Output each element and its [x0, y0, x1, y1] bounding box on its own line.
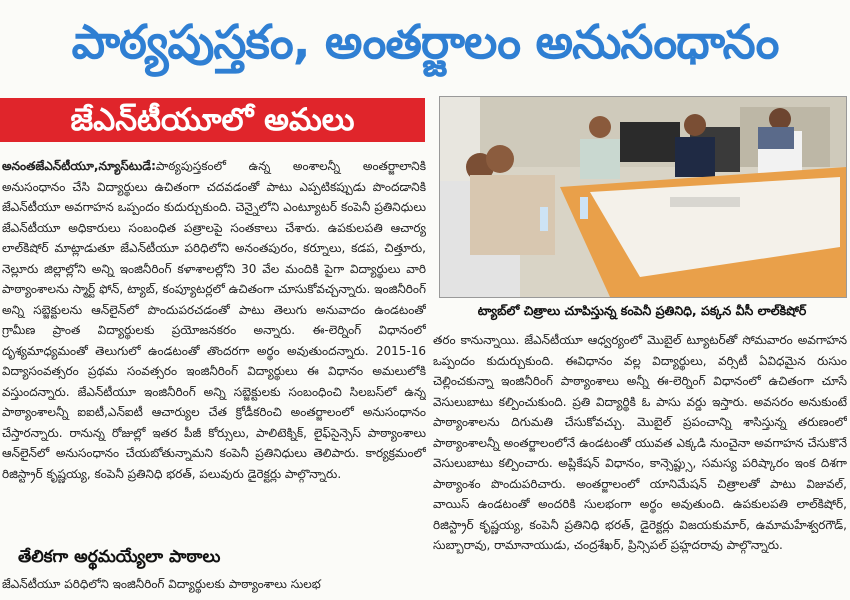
- article-column-left: [2, 156, 426, 543]
- meeting-photo-illustration: [440, 97, 846, 297]
- article-paragraph-bottom: జేఎన్‌టీయూ పరిధిలోని ఇంజినీరింగ్‌ విద్యార్థులకు పాఠ్యాంశాలు సులభ: [2, 577, 321, 591]
- headline: పాఠ్యపుస్తకం, అంతర్జాలం అనుసంధానం: [71, 15, 779, 70]
- article-paragraph: [2, 156, 426, 484]
- section-band: జేఎన్‌టీయూలో అమలు: [0, 98, 425, 142]
- dateline: అనంతజేఎన్‌టీయూ,న్యూస్‌టుడే:: [2, 159, 156, 173]
- news-photo: [439, 96, 847, 298]
- article-column-right: [433, 330, 847, 595]
- article-body: పాఠ్యపుస్తకంలో ఉన్న అంశాలన్నీ అంతర్జాలానికి అనుసంధానం చేసి విద్యార్థులు ఉచితంగా చదవడంతో పాటు ఎప్పటికప్పుడు పొందడానికి జేఎన్‌టీయూ అవగాహన ఒప్పందం కుదుర్చుకుంది. చెన్నైలోని ఎంట్యూటర్‌ కంపెనీ ప్రతినిధులు జేఎన్‌టీయూ అధికారులు సంబంధిత పత్రాలపై సంతకాలు చేశారు. ఉపకులపతి ఆచార్య లాల్‌కిషోర్‌ మాట్లాడుతూ జేఎన్‌టీయూ పరిధిలోని అనంతపురం, కర్నూలు, కడప, చిత్తూరు, నెల్లూరు జిల్లాల్లోని అన్ని ఇంజినీరింగ్‌ కళాశాలల్లోని 30 వేల మందికి పైగా విద్యార్థులు వారి పాఠ్యాంశాలను స్మార్ట్‌ ఫోన్‌, ట్యాబ్‌, కంప్యూటర్లలో ఉచితంగా చూసుకోవచ్చన్నారు. ఇంజినీరింగ్‌ అన్ని సబ్జెక్టులను ఆన్‌లైన్‌లో పొందుపరచడంతో పాటు తెలుగు అనువాదం ఉండటంతో గ్రామీణ ప్రాంత విద్యార్థులకు ప్రయోజనకరం అన్నారు. ఈ-లెర్నింగ్‌ విధానంలో దృశ్యమాధ్యమంతో తెలుగులో ఉండటంతో తొందరగా అర్థం అవుతుందన్నారు. 2015-16 విద్యాసంవత్సరం ప్రథమ సంవత్సరం ఇంజినీరింగ్‌ విద్యార్థులు ఈ విధానం అమలులోకి వస్తుందన్నారు. జేఎన్‌టీయూ ఇంజినీరింగ్‌ అన్ని సబ్జెక్టులకు సంబంధించి సిలబస్‌లో ఉన్న పాఠ్యాంశాలన్నీ ఐఐటీ,ఎన్‌ఐటీ ఆచార్యుల చేత క్రోడీకరించి అంతర్జాలంలో అనుసంధానం చేస్తారన్నారు. రానున్న రోజుల్లో ఇతర పీజీ కోర్సులు, పాలిటెక్నిక్‌, లైఫ్‌సైన్సెస్‌ పాఠ్యాంశాలు ఆన్‌లైన్‌లో అనుసంధానం చేయబోతున్నామని కంపెనీ ప్రతినిధులు తెలిపారు. కార్యక్రమంలో రిజిస్ట్రార్‌ కృష్ణయ్య, కంపెనీ ప్రతినిధి భరత్‌, పలువురు డైరెక్టర్లు పాల్గొన్నారు.: [2, 159, 426, 481]
- article-paragraph-continued: తరం కానున్నాయి. జేఎన్‌టీయూ ఆధ్వర్యంలో మొబైల్‌ ట్యూటర్‌తో సోమవారం అవగాహన ఒప్పందం కుదుర్చుకుంది. ఈవిధానం వల్ల విద్యార్థులు, వర్సిటీ ఏవిధమైన రుసుం చెల్లించకున్నా ఇంజినీరింగ్‌ పాఠ్యాంశాలు అన్నీ ఈ-లెర్నింగ్‌ విధానంలో ఉచితంగా చూసే వెసులుబాటు కల్పించుకుంది. ప్రతి విద్యార్థికి ఓ పాసు వర్డు ఇస్తారు. అవసరం అనుకుంటే పాఠ్యాంశాలను దిగుమతి చేసుకోవచ్చు. మొబైల్‌ ప్రపంచాన్ని శాసిస్తున్న తరుణంలో పాఠ్యాంశాలన్నీ అంతర్జాలంలోనే ఉండటంతో యువత ఎక్కడి నుంచైనా అవగాహన చేసుకొనే వెసులుబాటు కల్పించారు. అప్లికేషన్‌ విధానం, కాన్సెప్ట్సు, సమస్య పరిష్కారం ఇంక దిశగా పాఠ్యాంశం పొందుపరిచారు. అంతర్జాలంలో యానిమేషన్‌ చిత్రాలతో పాటు విజువల్‌, వాయిస్‌ ఉండటంతో అందరికి సులభంగా అర్థం అవుతుంది. ఉపకులపతి లాల్‌కిషోర్‌, రిజిస్ట్రార్‌ కృష్ణయ్య, కంపెనీ ప్రతినిధి భరత్‌, డైరెక్టర్లు విజయకుమార్‌, ఉమామహేశ్వరగౌడ్‌, సుబ్బారావు, రామానాయుడు, చంద్రశేఖర్‌, ప్రిన్సిపల్‌ ప్రహ్లదరావు పాల్గొన్నారు.: [433, 333, 847, 552]
- subheading: తేలికగా అర్థమయ్యేలా పాఠాలు: [18, 547, 221, 567]
- photo-caption: ట్యాబ్‌లో చిత్రాలు చూపిస్తున్న కంపెనీ ప్రతినిధి, పక్కన వీసీ లాల్‌కిషోర్‌: [477, 303, 807, 318]
- article-column-bottom: [2, 574, 426, 596]
